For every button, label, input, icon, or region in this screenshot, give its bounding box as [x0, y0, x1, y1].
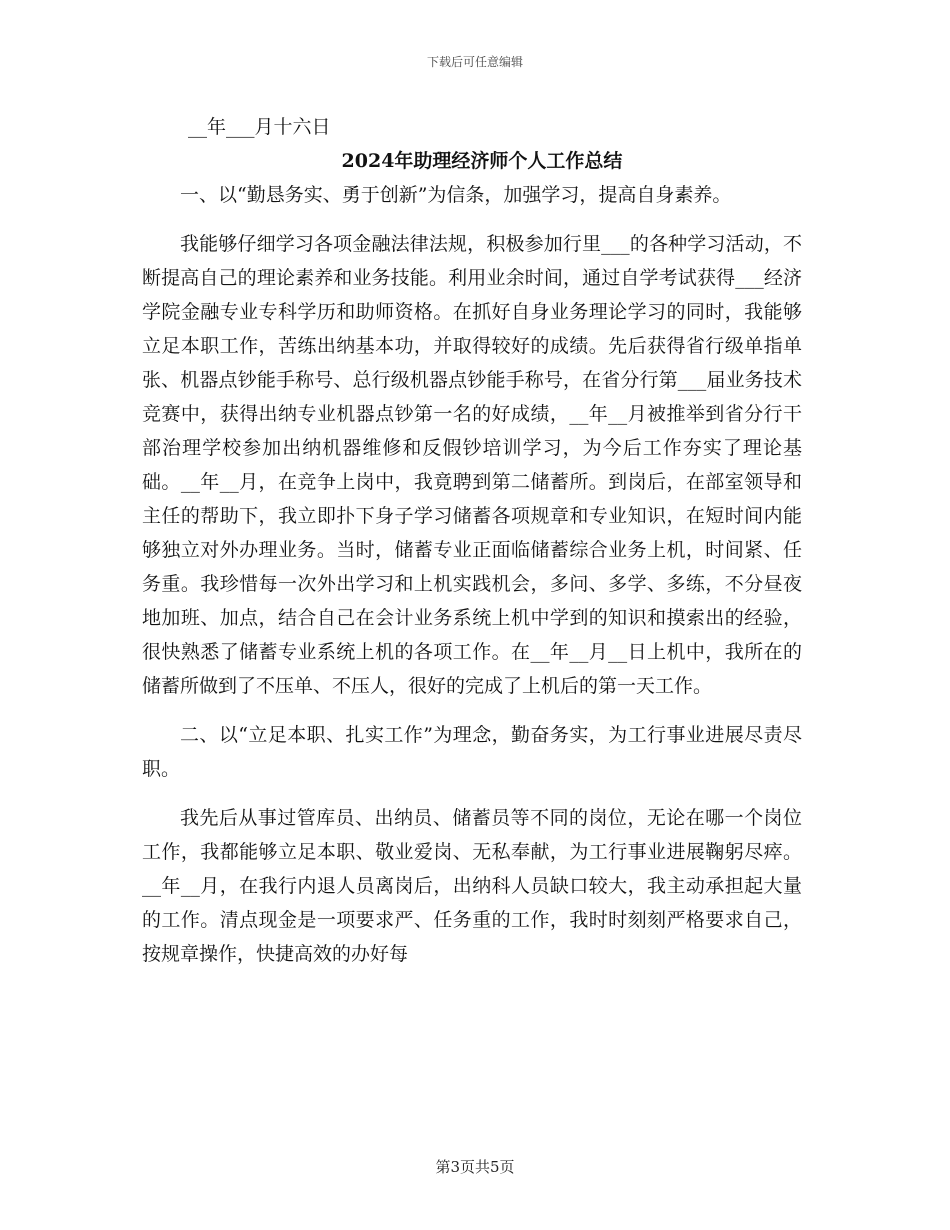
document-title: 2024年助理经济师个人工作总结 — [341, 150, 623, 172]
body-paragraph-2: 我先后从事过管库员、出纳员、储蓄员等不同的岗位，无论在哪一个岗位工作，我都能够立足本职、敬业爱岗、无私奉献，为工行事业进展鞠躬尽瘁。__年__月，在我行内退人员离岗后，出纳科人员缺口较大，我主动承担起大量的工作。清点现金是一项要求严、任务重的工作，我时时刻刻严格要求自己，按规章操作，快捷高效的办好每 — [142, 807, 802, 965]
body-paragraph-1: 我能够仔细学习各项金融法律法规，积极参加行里___的各种学习活动，不断提高自己的理论素养和业务技能。利用业余时间，通过自学考试获得___经济学院金融专业专科学历和助师资格。在抓好自身业务理论学习的同时，我能够立足本职工作，苦练出纳基本功，并取得较好的成绩。先后获得省行级单指单张、机器点钞能手称号、总行级机器点钞能手称号，在省分行第___届业务技术竞赛中，获得出纳专业机器点钞第一名的好成绩，__年__月被推举到省分行干部治理学校参加出纳机器维修和反假钞培训学习，为今后工作夯实了理论基础。__年__月，在竞争上岗中，我竟聘到第二储蓄所。到岗后，在部室领导和主任的帮助下，我立即扑下身子学习储蓄各项规章和专业知识，在短时间内能够独立对外办理业务。当时，储蓄专业正面临储蓄综合业务上机，时间紧、任务重。我珍惜每一次外出学习和上机实践机会，多问、多学、多练，不分昼夜地加班、加点，结合自己在会计业务系统上机中学到的知识和摸索出的经验，很快熟悉了储蓄专业系统上机的各项工作。在__年__月__日上机中，我所在的储蓄所做到了不压单、不压人，很好的完成了上机后的第一天工作。 — [142, 233, 802, 697]
section-heading-1: 一、以“勤恳务实、勇于创新”为信条，加强学习，提高自身素养。 — [180, 184, 732, 206]
document-body — [142, 110, 802, 986]
section-heading-2: 二、以“立足本职、扎实工作”为理念，勤奋务实，为工行事业进展尽责尽职。 — [142, 724, 802, 780]
date-line: __年___月十六日 — [188, 116, 331, 138]
page-number: 第3页共5页 — [435, 1158, 515, 1176]
header-note: 下载后可任意编辑 — [426, 55, 523, 69]
